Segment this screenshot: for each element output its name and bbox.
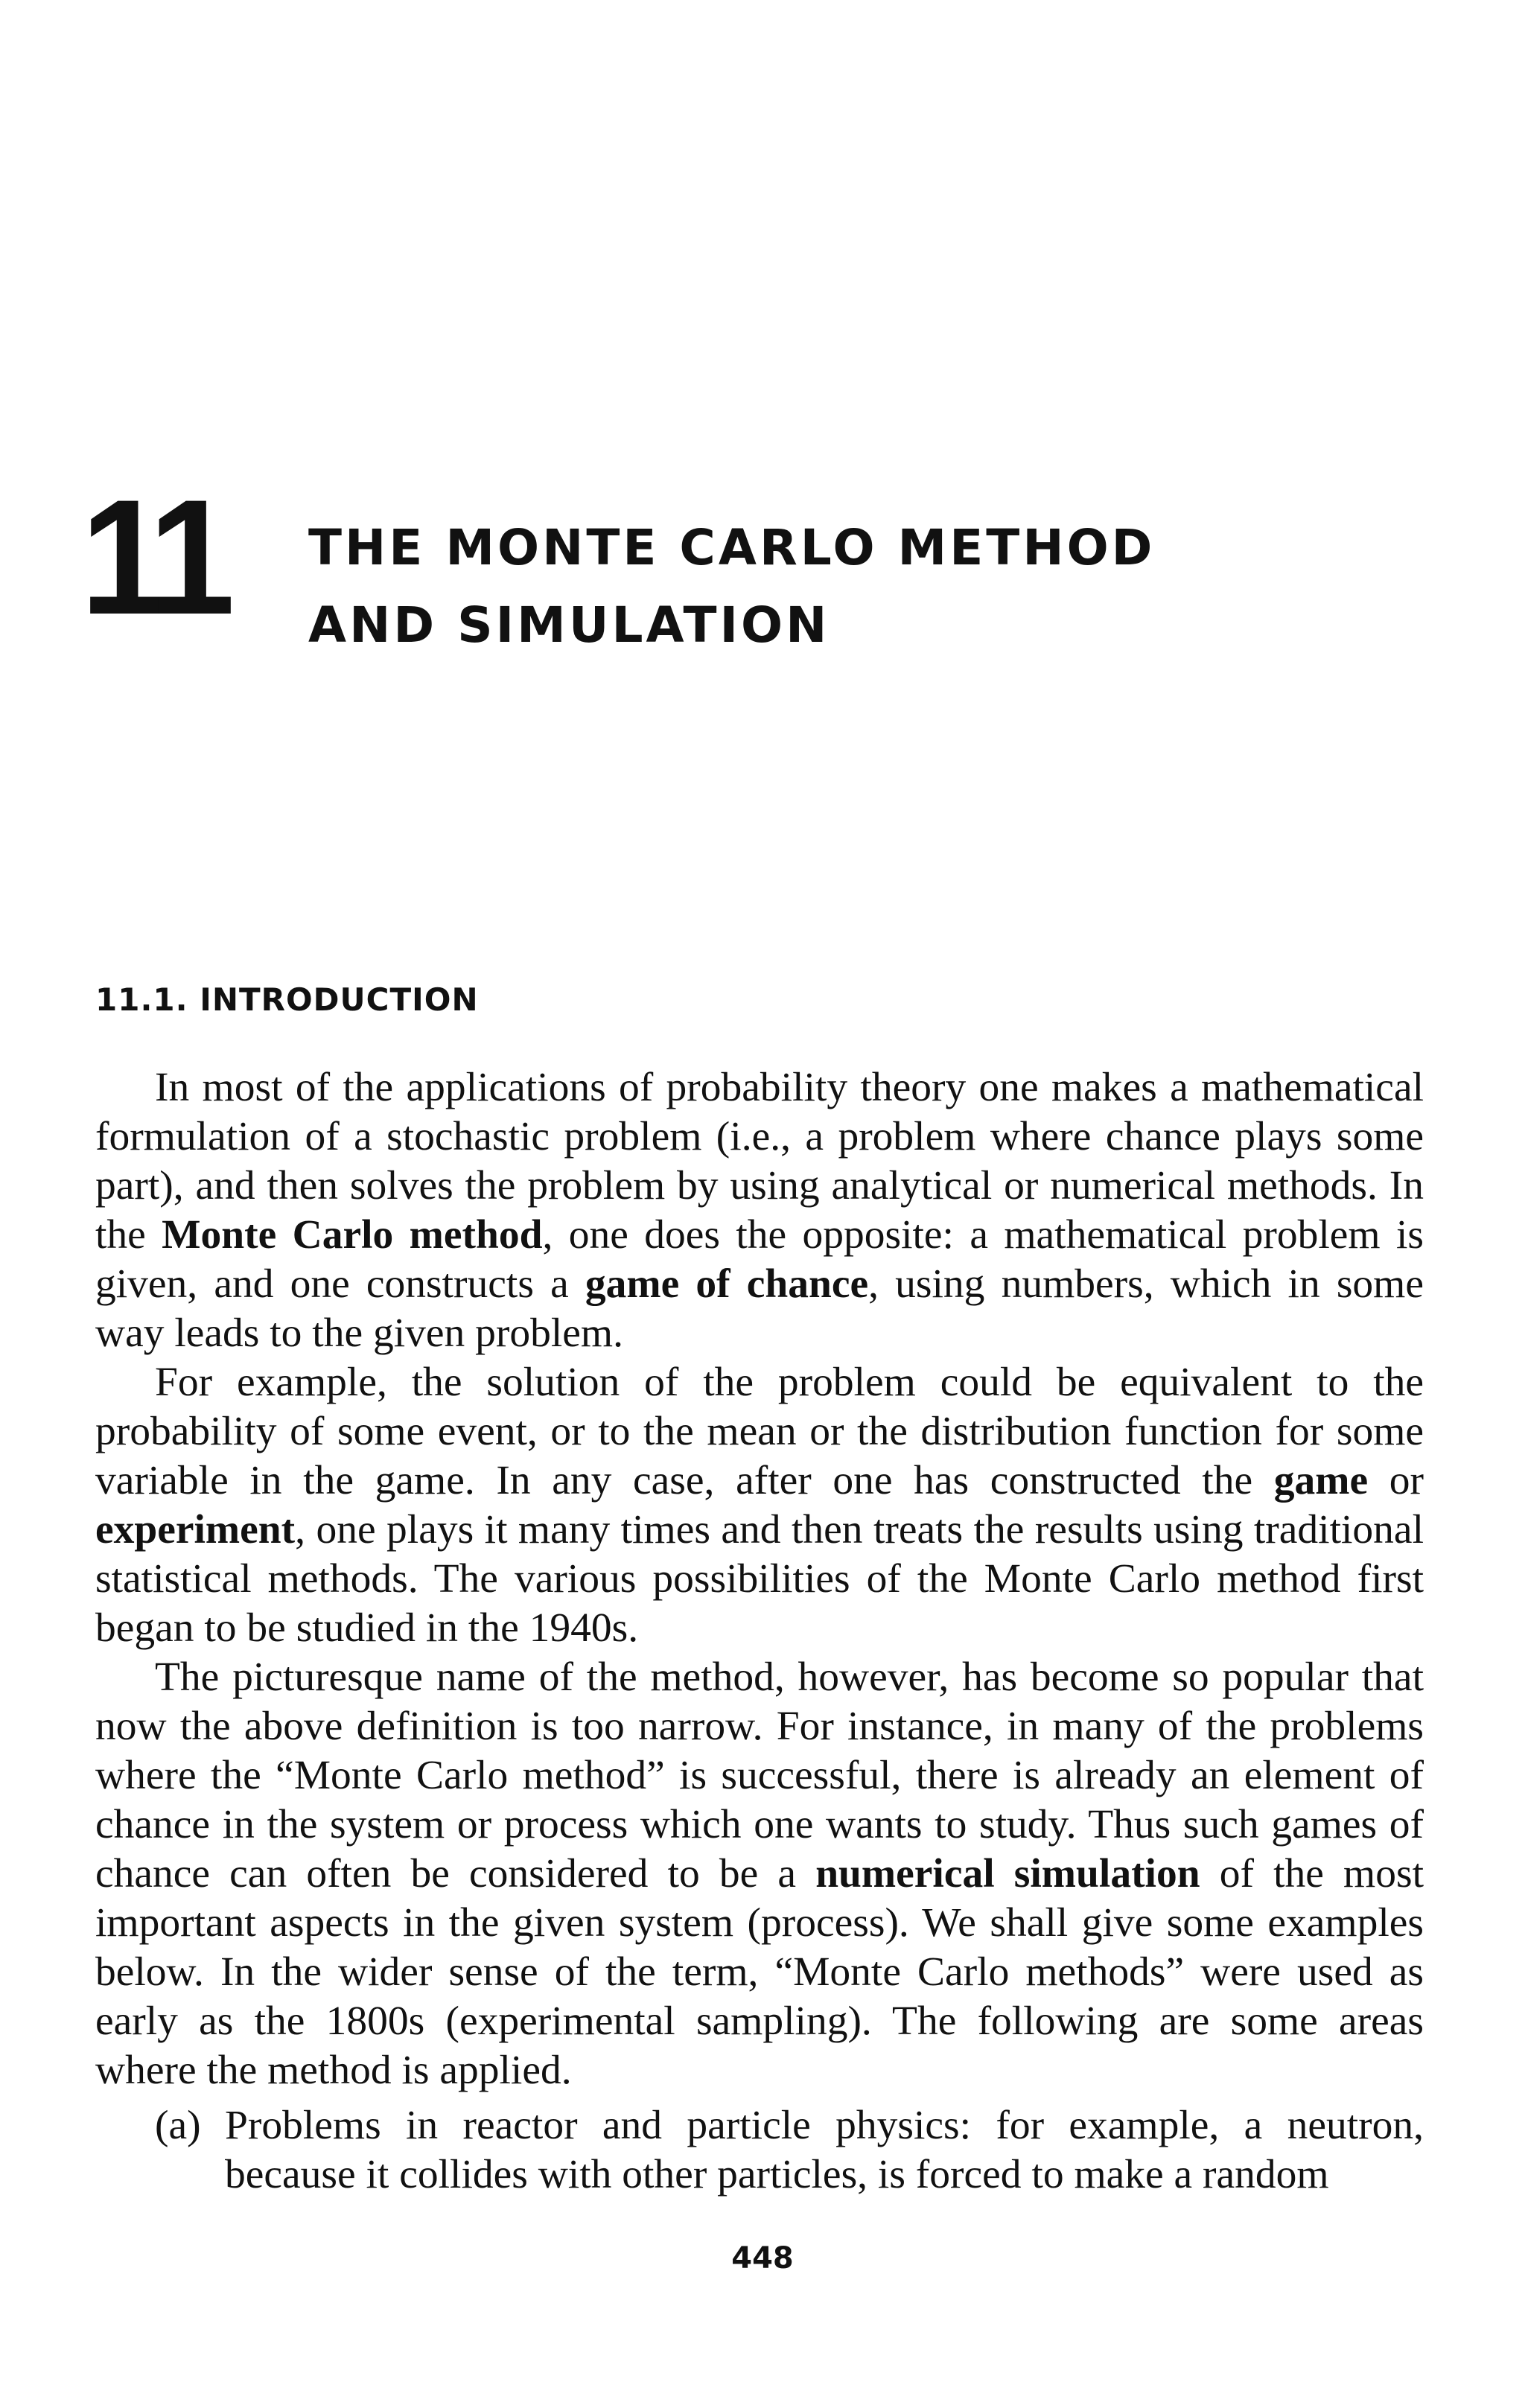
term-monte-carlo-method: Monte Carlo method [162,1212,543,1258]
term-experiment: experiment [95,1507,296,1552]
list-marker: (a) [155,2103,201,2148]
list-item [95,2101,1424,2200]
list-item-text: Problems in reactor and particle physics: for example, a neutron, because it collides with other particles, is forced to make a random [225,2103,1424,2197]
paragraph-1-text-e: , using numbers, which in some way leads to the given problem. [95,1261,1424,1356]
chapter-header [80,465,1421,685]
chapter-number: 11 [80,465,226,649]
term-game: game [1273,1458,1369,1503]
paragraph-1-text-a: In most of the applications of probability theory one makes a mathematical formulation of a stochastic problem (i.e., a problem where chance plays some part), and then solves the problem by using analytical or numerical methods. In the [95,1065,1424,1258]
body-text [95,1063,1424,2200]
paragraph-2-text-c: or [1368,1458,1424,1503]
paragraph-1-text-c: , one does the opposite: a mathematical problem is given, and one constructs a [95,1212,1424,1307]
paragraph-2 [95,1358,1424,1653]
chapter-title [308,509,1155,664]
section-heading: 11.1. INTRODUCTION [95,981,479,1018]
chapter-title-line-2: AND SIMULATION [308,596,830,654]
paragraph-2-text-a: For example, the solution of the problem could be equivalent to the probability of some event, or to the mean or the distribution function for some variable in the game. In any case, after one has constructed the [95,1360,1424,1503]
paragraph-3-text-c: of the most important aspects in the given system (process). We shall give some examples below. In the wider sense of the term, “Monte Carlo methods” were used as early as the 1800s (experimental sampling). The following are some areas where the method is applied. [95,1851,1424,2093]
chapter-title-line-1: THE MONTE CARLO METHOD [308,519,1156,576]
paragraph-1 [95,1063,1424,1358]
paragraph-3 [95,1653,1424,2095]
paragraph-2-text-e: , one plays it many times and then treats the results using traditional statistical methods. The various possibilities of the Monte Carlo method first began to be studied in the 1940s. [95,1507,1424,1651]
page-number: 448 [731,2241,794,2275]
term-numerical-simulation: numerical simulation [815,1851,1200,1896]
term-game-of-chance: game of chance [585,1261,869,1307]
paragraph-3-text-a: The picturesque name of the method, however, has become so popular that now the above definition is too narrow. For instance, in many of the problems where the “Monte Carlo method” is successful, there is already an element of chance in the system or process which one wants to study. Thus such games of chance can often be considered to be a [95,1654,1424,1896]
